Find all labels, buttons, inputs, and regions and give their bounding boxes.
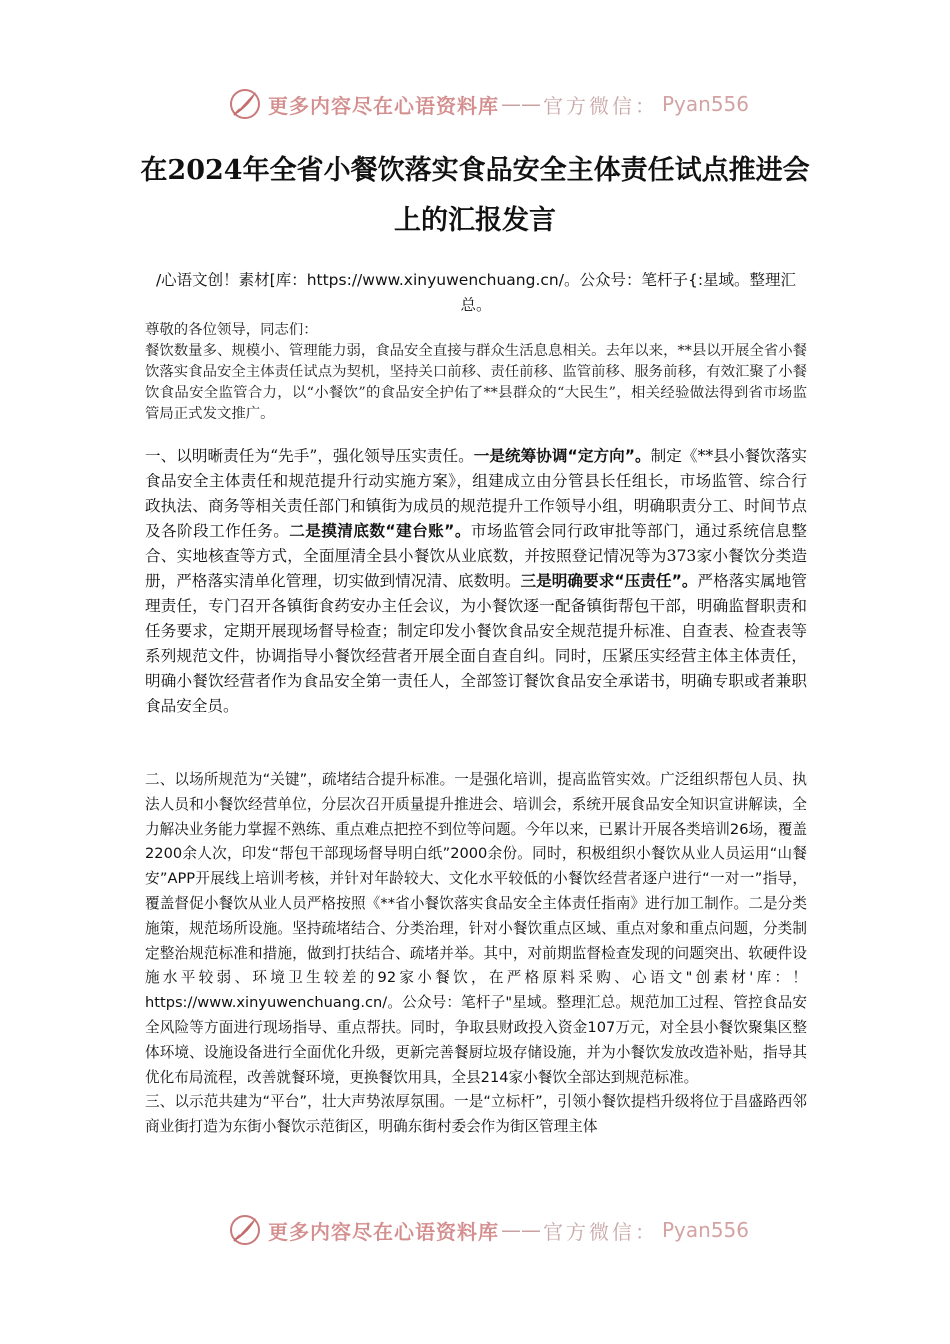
top-watermark-banner: [228, 84, 749, 124]
section-1-paragraph: [145, 444, 807, 719]
source-note: /心语文创！素材[库：https://www.xinyuwenchuang.cn/。公众号：笔杆子{:星域。整理汇总。: [155, 271, 797, 314]
section-1-lead-1: 一是统筹协调“定方向”。: [473, 447, 651, 465]
section-2-paragraph: 二、以场所规范为“关键”，疏堵结合提升标准。一是强化培训，提高监管实效。广泛组织帮包人员、执法人员和小餐饮经营单位，分层次召开质量提升推进会、培训会，系统开展食品安全知识宣讲解读，全力解决业务能力掌握不熟练、重点难点把控不到位等问题。今年以来，已累计开展各类培训26场，覆盖2200余人次，印发“帮包干部现场督导明白纸”2000余份。同时，积极组织小餐饮从业人员运用“山餐安”APP开展线上培训考核，并针对年龄较大、文化水平较低的小餐饮经营者逐户进行“一对一”指导，覆盖督促小餐饮从业人员严格按照《**省小餐饮落实食品安全主体责任指南》进行加工制作。二是分类施策，规范场所设施。坚持疏堵结合、分类治理，针对小餐饮重点区域、重点对象和重点问题，分类制定整治规范标准和措施，做到打扶结合、疏堵并举。其中，对前期监督检查发现的问题突出、软硬件设施水平较弱、环境卫生较差的92家小餐饮，在严格原料采购、心语文"创素材'库：！https://www.xinyuwenchuang.cn/。公众号：笔杆子"星域。整理汇总。规范加工过程、管控食品安全风险等方面进行现场指导、重点帮扶。同时，争取县财政投入资金107万元，对全县小餐饮聚集区整体环境、设施设备进行全面优化升级，更新完善餐厨垃圾存储设施，并为小餐饮发放改造补贴，指导其优化布局流程，改善就餐环境，更换餐饮用具，全县214家小餐饮全部达到规范标准。: [145, 771, 807, 1086]
section-1-text-2: 市场监管会同行政审批等部门，通过系统信息整合、实地核查等方式，全面厘清全县小餐饮从业底数，并按照登记情况等为373家小餐饮分类造册，严格落实清单化管理，切实做到情况清、底数明。: [145, 522, 807, 590]
sections-2-3: [145, 768, 807, 1140]
intro-paragraph: 餐饮数量多、规模小、管理能力弱，食品安全直接与群众生活息息相关。去年以来，**县以开展全省小餐饮落实食品安全主体责任试点为契机，坚持关口前移、责任前移、监管前移、服务前移，有效汇聚了小餐饮食品安全监管合力，以“小餐饮”的食品安全护佑了**县群众的“大民生”，相关经验做法得到省市场监管局正式发文推广。: [145, 343, 807, 422]
banner-separator: ——: [501, 1218, 541, 1242]
banner-site-name: 更多内容尽在心语资料库: [268, 93, 499, 118]
bottom-watermark-banner: [228, 1210, 749, 1250]
feather-pen-logo-icon: [228, 87, 262, 121]
banner-site-name: 更多内容尽在心语资料库: [268, 1219, 499, 1244]
banner-label: 官方微信：: [543, 93, 658, 118]
section-3-paragraph: 三、以示范共建为“平台”，壮大声势浓厚氛围。一是“立标杆”，引领小餐饮提档升级将位于昌盛路西邻商业街打造为东街小餐饮示范街区，明确东街村委会作为街区管理主体: [145, 1093, 807, 1136]
section-1: [145, 444, 807, 719]
banner-wechat-id: Pyan556: [662, 1218, 750, 1242]
document-title: 在2024年全省小餐饮落实食品安全主体责任试点推进会上的汇报发言: [140, 155, 810, 236]
section-1-heading: 一、以明晰责任为“先手”，强化领导压实责任。: [145, 447, 474, 465]
section-1-text-3: 严格落实属地管理责任，专门召开各镇街食药安办主任会议，为小餐饮逐一配备镇街帮包干部，明确监督职责和任务要求，定期开展现场督导检查；制定印发小餐饮食品安全规范提升标准、自查表、检查表等系列规范文件，协调指导小餐饮经营者开展全面自查自纠。同时，压紧压实经营主体主体责任，明确小餐饮经营者作为食品安全第一责任人，全部签订餐饮食品安全承诺书，明确专职或者兼职食品安全员。: [145, 572, 807, 715]
salutation: 尊敬的各位领导，同志们：: [145, 322, 318, 338]
section-1-lead-3: 三是明确要求“压责任”。: [520, 572, 698, 590]
banner-label: 官方微信：: [543, 1219, 658, 1244]
section-1-text-1: 制定《**县小餐饮落实食品安全主体责任和规范提升行动实施方案》，组建成立由分管县长任组长，市场监管、综合行政执法、商务等相关责任部门和镇街为成员的规范提升工作领导小组，明确职责分工、时间节点及各阶段工作任务。: [145, 447, 807, 540]
banner-wechat-id: Pyan556: [662, 92, 750, 116]
section-1-lead-2: 二是摸清底数“建台账”。: [289, 522, 471, 540]
banner-separator: ——: [501, 92, 541, 116]
opening-paragraphs: [145, 320, 807, 425]
feather-pen-logo-icon: [228, 1213, 262, 1247]
